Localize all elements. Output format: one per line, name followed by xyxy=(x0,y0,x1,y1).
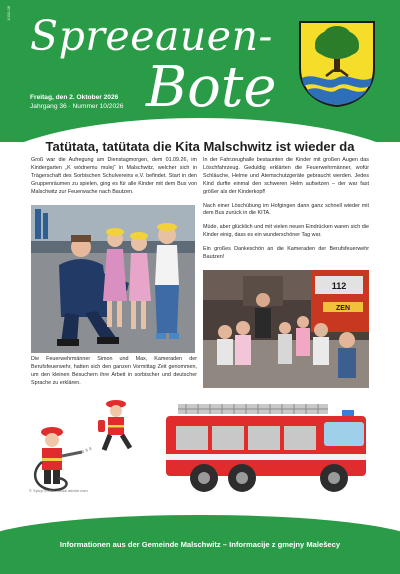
photo-caption: Die Feuerwehrmänner Simon und Max, Kameraden der Berufsfeuerwehr, hatten sich den ganzen Vormittag Zeit genommen, um den kleinen Besuchern ihre Arbeit in sorbischer und deutscher Sprache zu erklären. xyxy=(31,356,197,386)
fire-truck-illustration xyxy=(166,404,366,492)
article-intro-paragraph: Groß war die Aufregung am Dienstagmorgen, dem 01.09.26, im Kindergarten „K wódnemu mulej“ in Malschwitz, welcher sich in Trägerschaft des Sorbischen Schulvereins e.V. befindet. Start in den Gruppenräumen zu spielen, ging es für alle Kinder mit dem Bus von Malschwitz zur Feuerwache nach Bautzen. xyxy=(31,157,197,195)
side-code: 1000-08 xyxy=(6,6,11,21)
footer-text: Informationen aus der Gemeinde Malschwitz – Informacije z gmejny Malešecy xyxy=(59,540,341,549)
article-headline: Tatütata, tatütata die Kita Malschwitz ist wieder da xyxy=(45,139,355,154)
article-paragraph-3: Müde, aber glücklich und mit vielen neuen Eindrücken waren sich die Kinder einig, dass es ein wunderschöner Tag war. xyxy=(203,224,369,239)
firefighter-with-hose-illustration xyxy=(35,427,92,490)
image-credit: © SpicyTruffel - stock.adobe.com xyxy=(29,488,88,493)
masthead-title-line2: Bote xyxy=(146,55,277,120)
article-paragraph-1: In der Fahrzeughalle bestaunten die Kinder mit großen Augen das Löschfahrzeug. Geduldig erklärten die Feuerwehrmänner, wofür Schläuche, Helme und Atemschutzgeräte gebraucht werden. Jedes Kind durfte einmal den schweren Helm aufsetzen – der war fast größer als der Kinderkopf! xyxy=(203,157,369,195)
truck-plate-text: ZEN xyxy=(336,305,350,312)
masthead-title-line1: Spreeauen- xyxy=(30,12,273,60)
truck-number-text: 112 xyxy=(331,281,347,291)
issue-number: Jahrgang 36 · Nummer 10/2026 xyxy=(30,103,124,110)
children-in-fire-station-photo xyxy=(203,270,369,388)
firefighter-illustration xyxy=(28,392,376,500)
article-paragraph-2: Nach einer Löschübung im Hofgingen dann ganz schnell wieder mit dem Bus zurück in die KITA. xyxy=(203,202,369,217)
municipal-crest-icon xyxy=(298,20,376,108)
firefighter-with-children-photo xyxy=(31,205,195,353)
article-left-column xyxy=(31,157,197,203)
issue-date: Freitag, den 2. Oktober 2026 xyxy=(30,94,119,101)
article-right-column xyxy=(203,157,369,268)
firefighter-with-extinguisher-illustration xyxy=(98,400,130,450)
article-paragraph-4: Ein großes Dankeschön an die Kameraden der Berufsfeuerwehr Bautzen! xyxy=(203,246,369,261)
